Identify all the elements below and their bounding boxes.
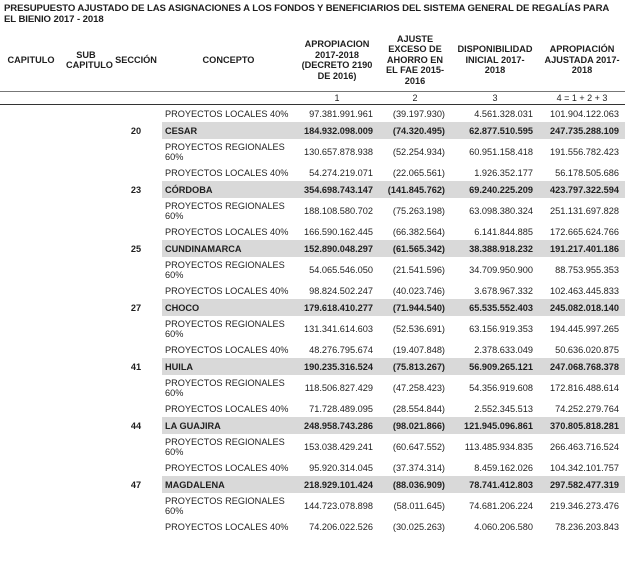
cell-ajuste: (52.254.934) <box>392 146 445 157</box>
cell-apropiacion: 74.206.022.526 <box>309 521 373 532</box>
cell-disponibilidad: 63.156.919.353 <box>469 323 533 334</box>
cell-ajuste: (40.023.746) <box>392 285 445 296</box>
cell-disponibilidad: 113.485.934.835 <box>464 441 533 452</box>
cell-ajustada: 172.665.624.766 <box>550 226 619 237</box>
cell-ajuste: (21.541.596) <box>392 264 445 275</box>
cell-ajustada: 219.346.273.476 <box>550 500 619 511</box>
table-row <box>0 518 625 535</box>
table-row <box>0 139 625 164</box>
cell-ajuste: (88.036.909) <box>379 476 451 493</box>
column-number-row <box>0 92 625 105</box>
table-row <box>0 316 625 341</box>
cell-concepto: PROYECTOS REGIONALES 60% <box>165 318 285 339</box>
cell-seccion <box>110 198 162 223</box>
cell-ajuste: (60.647.552) <box>392 441 445 452</box>
cell-apropiacion: 95.920.314.045 <box>309 462 373 473</box>
header-ajuste: AJUSTE EXCESO DE AHORRO EN EL FAE 2015-2016 <box>385 33 445 86</box>
cell-concepto: PROYECTOS REGIONALES 60% <box>165 200 285 221</box>
cell-disponibilidad: 2.552.345.513 <box>474 403 533 414</box>
cell-disponibilidad: 4.060.206.580 <box>474 521 533 532</box>
cell-ajustada: 251.131.697.828 <box>550 205 619 216</box>
table-row <box>0 493 625 518</box>
cell-seccion <box>110 518 162 535</box>
cell-concepto: CÓRDOBA <box>162 181 295 198</box>
cell-ajuste: (30.025.263) <box>392 521 445 532</box>
cell-concepto: HUILA <box>162 358 295 375</box>
cell-concepto: PROYECTOS LOCALES 40% <box>165 108 289 119</box>
cell-apropiacion: 184.932.098.009 <box>295 122 379 139</box>
cell-ajustada: 50.636.020.875 <box>555 344 619 355</box>
cell-seccion <box>110 434 162 459</box>
table-row <box>0 459 625 476</box>
cell-seccion <box>110 316 162 341</box>
cell-concepto: PROYECTOS REGIONALES 60% <box>165 436 285 457</box>
cell-ajustada: 247.735.288.109 <box>539 122 625 139</box>
cell-concepto: PROYECTOS REGIONALES 60% <box>165 377 285 398</box>
cell-concepto: CESAR <box>162 122 295 139</box>
cell-concepto: PROYECTOS REGIONALES 60% <box>165 141 285 162</box>
cell-apropiacion: 48.276.795.674 <box>309 344 373 355</box>
cell-apropiacion: 97.381.991.961 <box>309 108 373 119</box>
cell-seccion <box>110 257 162 282</box>
cell-seccion <box>110 375 162 400</box>
cell-seccion <box>110 282 162 299</box>
cell-concepto: PROYECTOS LOCALES 40% <box>165 167 289 178</box>
cell-concepto: MAGDALENA <box>162 476 295 493</box>
cell-seccion <box>110 341 162 358</box>
cell-ajustada: 78.236.203.843 <box>555 521 619 532</box>
cell-ajustada: 191.217.401.186 <box>539 240 625 257</box>
cell-disponibilidad: 54.356.919.608 <box>469 382 533 393</box>
cell-concepto: PROYECTOS REGIONALES 60% <box>165 259 285 280</box>
table-body <box>0 105 625 536</box>
cell-apropiacion: 130.657.878.938 <box>304 146 373 157</box>
department-row <box>0 476 625 493</box>
cell-apropiacion: 179.618.410.277 <box>295 299 379 316</box>
cell-ajustada: 423.797.322.594 <box>539 181 625 198</box>
cell-ajuste: (74.320.495) <box>379 122 451 139</box>
cell-apropiacion: 153.038.429.241 <box>304 441 373 452</box>
department-row <box>0 417 625 434</box>
cell-seccion: 47 <box>130 479 142 490</box>
cell-apropiacion: 54.065.546.050 <box>309 264 373 275</box>
cell-apropiacion: 248.958.743.286 <box>295 417 379 434</box>
cell-ajustada: 102.463.445.833 <box>550 285 619 296</box>
header-capitulo: CAPITULO <box>7 54 55 65</box>
cell-ajustada: 101.904.122.063 <box>550 108 619 119</box>
table-row <box>0 341 625 358</box>
cell-ajuste: (98.021.866) <box>379 417 451 434</box>
cell-ajustada: 104.342.101.757 <box>550 462 619 473</box>
table-row <box>0 434 625 459</box>
table-row <box>0 282 625 299</box>
cell-disponibilidad: 1.926.352.177 <box>474 167 533 178</box>
cell-disponibilidad: 56.909.265.121 <box>451 358 539 375</box>
cell-seccion: 27 <box>130 302 142 313</box>
cell-ajuste: (52.536.691) <box>392 323 445 334</box>
cell-ajuste: (61.565.342) <box>379 240 451 257</box>
header-concepto: CONCEPTO <box>202 54 255 65</box>
table-row <box>0 257 625 282</box>
cell-seccion <box>110 164 162 181</box>
cell-seccion: 23 <box>130 184 142 195</box>
cell-seccion: 41 <box>130 361 142 372</box>
cell-seccion <box>110 493 162 518</box>
header-row <box>0 29 625 92</box>
cell-ajuste: (22.065.561) <box>392 167 445 178</box>
cell-seccion: 25 <box>130 243 142 254</box>
cell-disponibilidad: 2.378.633.049 <box>474 344 533 355</box>
cell-seccion <box>110 105 162 123</box>
cell-apropiacion: 190.235.316.524 <box>295 358 379 375</box>
cell-apropiacion: 354.698.743.147 <box>295 181 379 198</box>
cell-ajustada: 56.178.505.686 <box>555 167 619 178</box>
cell-concepto: PROYECTOS REGIONALES 60% <box>165 495 285 516</box>
column-number-1: 1 <box>295 92 379 105</box>
cell-disponibilidad: 65.535.552.403 <box>451 299 539 316</box>
cell-ajustada: 266.463.716.524 <box>550 441 619 452</box>
cell-ajustada: 247.068.768.378 <box>539 358 625 375</box>
cell-ajuste: (28.554.844) <box>392 403 445 414</box>
cell-concepto: LA GUAJIRA <box>162 417 295 434</box>
cell-disponibilidad: 4.561.328.031 <box>474 108 533 119</box>
cell-concepto: PROYECTOS LOCALES 40% <box>165 521 289 532</box>
cell-concepto: PROYECTOS LOCALES 40% <box>165 226 289 237</box>
cell-ajuste: (66.382.564) <box>392 226 445 237</box>
cell-ajustada: 370.805.818.281 <box>539 417 625 434</box>
department-row <box>0 181 625 198</box>
cell-apropiacion: 144.723.078.898 <box>304 500 373 511</box>
cell-concepto: CHOCO <box>162 299 295 316</box>
cell-ajuste: (58.011.645) <box>393 500 445 511</box>
cell-apropiacion: 54.274.219.071 <box>309 167 373 178</box>
cell-ajuste: (37.374.314) <box>392 462 445 473</box>
cell-apropiacion: 131.341.614.603 <box>304 323 373 334</box>
cell-seccion <box>110 139 162 164</box>
cell-ajuste: (141.845.762) <box>379 181 451 198</box>
department-row <box>0 299 625 316</box>
budget-table <box>0 29 625 535</box>
cell-ajuste: (47.258.423) <box>392 382 445 393</box>
cell-apropiacion: 98.824.502.247 <box>309 285 373 296</box>
cell-disponibilidad: 34.709.950.900 <box>469 264 533 275</box>
table-row <box>0 198 625 223</box>
table-row <box>0 164 625 181</box>
table-row <box>0 223 625 240</box>
cell-disponibilidad: 60.951.158.418 <box>469 146 533 157</box>
cell-concepto: PROYECTOS LOCALES 40% <box>165 344 289 355</box>
cell-disponibilidad: 6.141.844.885 <box>474 226 533 237</box>
table-row <box>0 375 625 400</box>
cell-apropiacion: 188.108.580.702 <box>304 205 373 216</box>
cell-ajustada: 191.556.782.423 <box>550 146 619 157</box>
cell-concepto: PROYECTOS LOCALES 40% <box>165 403 289 414</box>
header-apropiacion: APROPIACION 2017-2018 (DECRETO 2190 DE 2016) <box>301 39 373 81</box>
cell-seccion: 44 <box>130 420 142 431</box>
cell-disponibilidad: 62.877.510.595 <box>451 122 539 139</box>
cell-seccion: 20 <box>130 125 142 136</box>
department-row <box>0 358 625 375</box>
cell-apropiacion: 152.890.048.297 <box>295 240 379 257</box>
table-row <box>0 400 625 417</box>
cell-disponibilidad: 63.098.380.324 <box>469 205 533 216</box>
document-title: PRESUPUESTO AJUSTADO DE LAS ASIGNACIONES A LOS FONDOS Y BENEFICIARIOS DEL SISTEMA GENERAL DE REGALÍAS PARA EL BIENIO 2017 - 2018 <box>4 3 609 25</box>
cell-ajustada: 172.816.488.614 <box>550 382 619 393</box>
cell-ajustada: 245.082.018.140 <box>539 299 625 316</box>
cell-ajustada: 88.753.955.353 <box>555 264 619 275</box>
header-seccion: SECCIÓN <box>115 54 157 65</box>
cell-ajustada: 74.252.279.764 <box>555 403 619 414</box>
column-number-4: 4 = 1 + 2 + 3 <box>539 92 625 105</box>
header-disponibilidad: DISPONIBILIDAD INICIAL 2017-2018 <box>457 44 533 76</box>
header-ajustada: APROPIACIÓN AJUSTADA 2017-2018 <box>544 44 620 76</box>
cell-disponibilidad: 8.459.162.026 <box>474 462 533 473</box>
cell-ajustada: 297.582.477.319 <box>539 476 625 493</box>
cell-concepto: CUNDINAMARCA <box>162 240 295 257</box>
column-number-2: 2 <box>379 92 451 105</box>
cell-seccion <box>110 400 162 417</box>
cell-ajuste: (19.407.848) <box>392 344 445 355</box>
cell-ajuste: (71.944.540) <box>379 299 451 316</box>
cell-ajustada: 194.445.997.265 <box>550 323 619 334</box>
department-row <box>0 240 625 257</box>
table-row <box>0 105 625 123</box>
cell-disponibilidad: 3.678.967.332 <box>474 285 533 296</box>
cell-ajuste: (39.197.930) <box>392 108 445 119</box>
cell-disponibilidad: 69.240.225.209 <box>451 181 539 198</box>
cell-disponibilidad: 38.388.918.232 <box>451 240 539 257</box>
cell-apropiacion: 71.728.489.095 <box>309 403 373 414</box>
cell-concepto: PROYECTOS LOCALES 40% <box>165 462 289 473</box>
cell-apropiacion: 166.590.162.445 <box>304 226 373 237</box>
cell-apropiacion: 218.929.101.424 <box>295 476 379 493</box>
cell-ajuste: (75.813.267) <box>379 358 451 375</box>
cell-apropiacion: 118.506.827.429 <box>304 382 373 393</box>
cell-disponibilidad: 121.945.096.861 <box>451 417 539 434</box>
cell-seccion <box>110 459 162 476</box>
cell-ajuste: (75.263.198) <box>392 205 445 216</box>
header-subcapitulo: SUB CAPITULO <box>66 49 113 70</box>
cell-disponibilidad: 78.741.412.803 <box>451 476 539 493</box>
department-row <box>0 122 625 139</box>
column-number-3: 3 <box>451 92 539 105</box>
cell-disponibilidad: 74.681.206.224 <box>469 500 533 511</box>
cell-concepto: PROYECTOS LOCALES 40% <box>165 285 289 296</box>
cell-seccion <box>110 223 162 240</box>
